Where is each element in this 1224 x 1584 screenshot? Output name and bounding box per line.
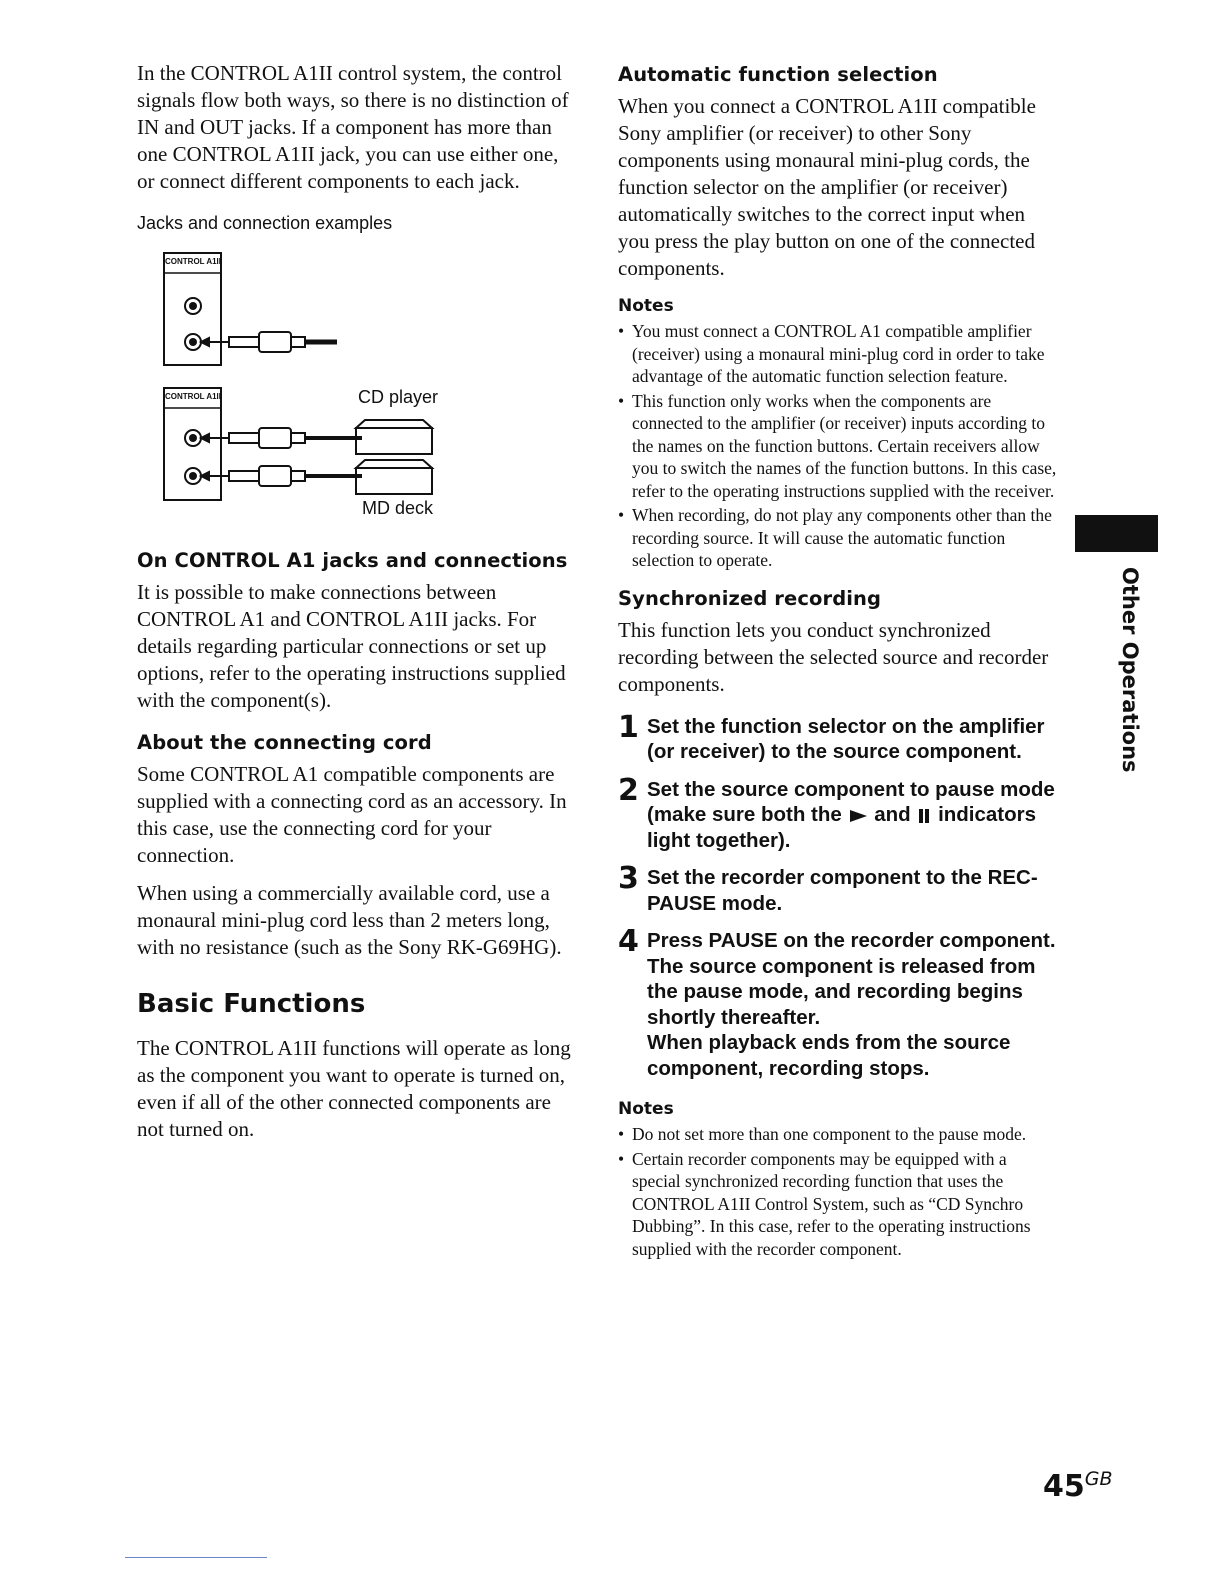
- auto-selection-text: When you connect a CONTROL A1II compatible Sony amplifier (or receiver) to other Sony components using monaural mini-plug cords, the function selector on the amplifier (or receiver) automatically switches to the correct input when you press the play button on one of the connected components.: [618, 94, 1036, 280]
- plug-2: [201, 428, 362, 448]
- step-number: 3: [618, 861, 639, 896]
- sync-recording-title: Synchronized recording: [618, 586, 882, 610]
- jack-label-1: CONTROL A1II: [165, 257, 222, 266]
- right-column: [618, 60, 1058, 1272]
- step-text: Set the recorder component to the REC-PAUSE mode.: [647, 866, 1038, 915]
- note-item: • This function only works when the components are connected to the amplifier (or receiver) inputs according to the names on the function buttons. Certain receivers allow you to switch the names of the function buttons. In this case, refer to the operating instructions supplied with the receiver.: [618, 390, 1058, 503]
- figure-caption: Jacks and connection examples: [137, 213, 393, 233]
- notes-list-1: [618, 320, 1058, 572]
- section-title-jacks: On CONTROL A1 jacks and connections: [137, 549, 568, 572]
- step-text-part: Set the source component to pause mode (make sure both the: [647, 777, 1055, 826]
- left-column: [137, 60, 577, 1154]
- cd-player-label: CD player: [358, 387, 439, 407]
- md-deck-label: MD deck: [362, 498, 434, 518]
- jack-label-2: CONTROL A1II: [165, 392, 222, 401]
- step-4: [618, 924, 1058, 1081]
- sync-recording-text: This function lets you conduct synchronized recording between the selected source and recorder components.: [618, 617, 1049, 696]
- note-item: • When recording, do not play any components other than the recording source. It will cause the automatic function selection to operate.: [618, 504, 1058, 572]
- step-number: 2: [618, 772, 639, 808]
- pause-icon: [918, 809, 930, 823]
- step-1: [618, 709, 1058, 765]
- md-deck-device: [356, 460, 432, 494]
- step-2: [618, 772, 1058, 854]
- notes-title-2: Notes: [618, 1099, 674, 1119]
- section-title-cord: About the connecting cord: [137, 731, 432, 754]
- basic-functions-text: The CONTROL A1II functions will operate as long as the component you want to operate is turned on, even if all of the other connected components are not turned on.: [137, 1036, 571, 1141]
- play-icon: [850, 810, 867, 822]
- step-text-part: indicators light together).: [647, 803, 1037, 852]
- step-number: 1: [618, 709, 639, 745]
- intro-paragraph: In the CONTROL A1II control system, the control signals flow both ways, so there is no distinction of IN and OUT jacks. If a component has more than one CONTROL A1II jack, you can use either one, or connect different components to each jack.: [137, 61, 569, 193]
- notes-list-2: [618, 1123, 1058, 1260]
- plug-3: [201, 466, 362, 486]
- step-text: [647, 777, 1058, 854]
- page-number-suffix: GB: [1084, 1468, 1113, 1490]
- cd-player-device: [356, 420, 432, 454]
- step-text: Press PAUSE on the recorder component.: [647, 929, 1056, 952]
- section-text-jacks: It is possible to make connections between CONTROL A1 and CONTROL A1II jacks. For details regarding particular connections or set up options, refer to the operating instructions supplied with the component(s).: [137, 580, 566, 712]
- step-3: [618, 861, 1058, 916]
- page-number: [1043, 1468, 1113, 1504]
- auto-selection-title: Automatic function selection: [618, 63, 938, 86]
- section-text-cord-2: When using a commercially available cord, use a monaural mini-plug cord less than 2 meters long, with no resistance (such as the Sony RK-G69HG).: [137, 881, 562, 959]
- basic-functions-title: Basic Functions: [137, 989, 366, 1019]
- step-result: When playback ends from the source component, recording stops.: [647, 1031, 1011, 1080]
- note-item: • Do not set more than one component to the pause mode.: [618, 1123, 1058, 1146]
- footer-rule: [125, 1557, 267, 1558]
- step-result: The source component is released from the pause mode, and recording begins shortly thereafter.: [647, 954, 1036, 1029]
- note-item: • Certain recorder components may be equipped with a special synchronized recording function that uses the CONTROL A1II Control System, such as “CD Synchro Dubbing”. In this case, refer to the operating instructions supplied with the recorder component.: [618, 1148, 1058, 1261]
- section-tab-label: Other Operations: [1118, 567, 1142, 773]
- step-text: Set the function selector on the amplifier (or receiver) to the source component.: [647, 714, 1045, 763]
- page-number-value: 45: [1043, 1469, 1085, 1504]
- section-tab-marker: [1075, 515, 1158, 552]
- step-text-part: and: [874, 803, 911, 826]
- note-item: • You must connect a CONTROL A1 compatible amplifier (receiver) using a monaural mini-plug cord in order to take advantage of the automatic function selection feature.: [618, 320, 1058, 388]
- notes-title-1: Notes: [618, 296, 674, 316]
- section-text-cord-1: Some CONTROL A1 compatible components are supplied with a connecting cord as an accessory. In this case, use the connecting cord for your connection.: [137, 762, 567, 867]
- step-number: 4: [618, 924, 639, 959]
- connection-diagram: [137, 248, 467, 528]
